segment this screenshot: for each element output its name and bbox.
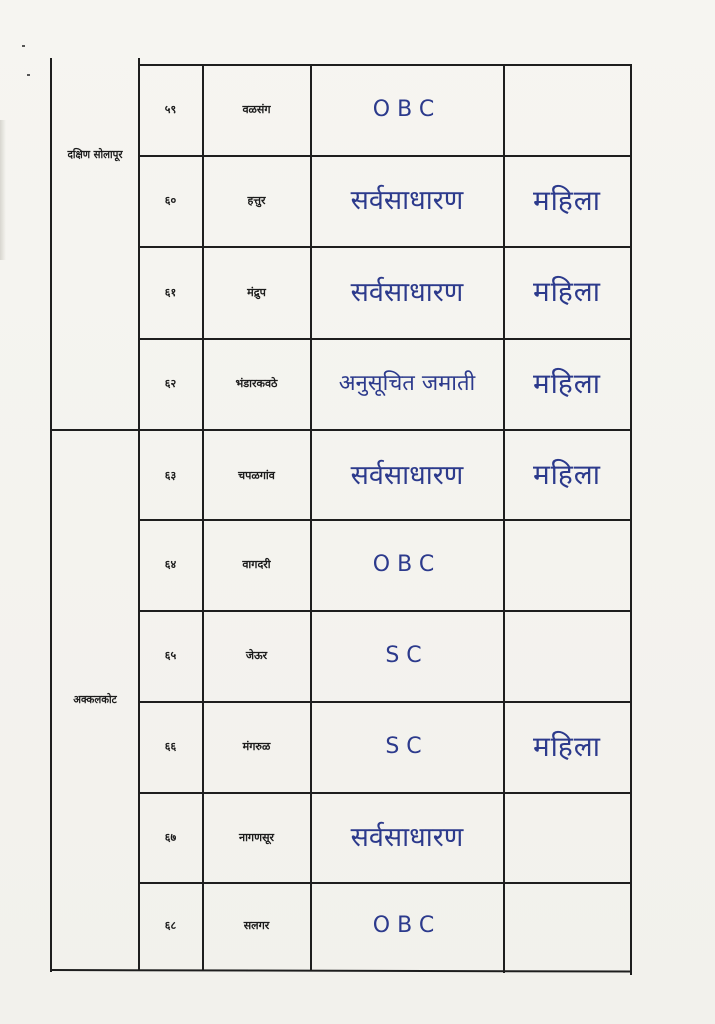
village-name: भंडारकवठे — [235, 377, 278, 390]
category-cell — [311, 792, 503, 882]
serial-number: ५९ — [164, 103, 177, 116]
women-reservation-cell — [504, 882, 630, 969]
village-name: मंद्रुप — [247, 285, 266, 299]
reservation-category: OBC — [372, 912, 442, 938]
scan-speck — [22, 45, 25, 47]
category-cell — [311, 64, 503, 155]
village-cell — [203, 155, 310, 246]
reservation-category: OBC — [372, 551, 442, 577]
table-border-bottom — [50, 969, 632, 972]
women-reservation: महिला — [532, 366, 602, 400]
taluka-name: अक्कलकोट — [73, 693, 117, 707]
taluka-name: दक्षिण सोलापूर — [67, 148, 123, 162]
category-cell — [311, 155, 503, 246]
village-name: मंगरुळ — [242, 740, 271, 753]
category-cell — [311, 338, 503, 429]
village-name: जेऊर — [245, 649, 268, 662]
reservation-category: SC — [385, 733, 429, 759]
category-cell — [311, 519, 503, 610]
serial-number: ६३ — [164, 468, 177, 482]
taluka-group-cell — [52, 64, 138, 246]
women-reservation: महिला — [532, 183, 602, 217]
serial-cell — [139, 792, 202, 882]
village-name: नागणसूर — [238, 830, 275, 844]
reservation-category: सर्वसाधारण — [350, 459, 464, 491]
women-reservation: महिला — [532, 458, 602, 491]
women-reservation-cell — [504, 519, 630, 610]
serial-number: ६२ — [164, 377, 177, 390]
category-cell — [311, 882, 503, 969]
village-cell — [203, 338, 310, 429]
taluka-group-cell — [52, 431, 138, 969]
category-cell — [311, 246, 503, 338]
serial-cell — [139, 431, 202, 519]
women-reservation-cell — [504, 701, 630, 792]
serial-number: ६० — [164, 194, 177, 207]
women-reservation: महिला — [532, 275, 602, 308]
village-cell — [203, 610, 310, 701]
reservation-category: सर्वसाधारण — [350, 821, 464, 853]
village-cell — [203, 246, 310, 338]
reservation-category: सर्वसाधारण — [350, 276, 464, 308]
category-cell — [311, 701, 503, 792]
serial-number: ६६ — [164, 740, 177, 753]
category-cell — [311, 431, 503, 519]
serial-cell — [139, 338, 202, 429]
serial-cell — [139, 155, 202, 246]
reservation-category: सर्वसाधारण — [350, 185, 464, 216]
village-cell — [203, 882, 310, 969]
serial-number: ६७ — [164, 830, 177, 844]
women-reservation-cell — [504, 792, 630, 882]
serial-number: ६५ — [164, 649, 177, 662]
village-cell — [203, 519, 310, 610]
serial-cell — [139, 64, 202, 155]
women-reservation-cell — [504, 246, 630, 338]
reservation-category: SC — [385, 642, 429, 668]
women-reservation-cell — [504, 338, 630, 429]
women-reservation-cell — [504, 64, 630, 155]
village-cell — [203, 792, 310, 882]
village-name: चपळगांव — [238, 468, 275, 482]
reservation-table — [50, 58, 632, 972]
village-name: वागदरी — [242, 558, 271, 571]
village-name: सलगर — [243, 919, 270, 932]
serial-cell — [139, 519, 202, 610]
women-reservation-cell — [504, 431, 630, 519]
reservation-category: अनुसूचित जमाती — [338, 370, 476, 396]
women-reservation-cell — [504, 610, 630, 701]
women-reservation-cell — [504, 155, 630, 246]
serial-cell — [139, 701, 202, 792]
serial-number: ६१ — [164, 285, 177, 299]
women-reservation: महिला — [532, 729, 602, 763]
reservation-category: OBC — [372, 96, 442, 122]
serial-number: ६८ — [164, 919, 177, 932]
serial-number: ६४ — [164, 558, 177, 571]
village-cell — [203, 64, 310, 155]
village-name: वळसंग — [242, 103, 271, 116]
village-name: हत्तुर — [247, 194, 266, 207]
village-cell — [203, 431, 310, 519]
serial-cell — [139, 882, 202, 969]
scan-speck — [27, 74, 30, 76]
page-edge-shadow — [0, 120, 6, 260]
serial-cell — [139, 246, 202, 338]
category-cell — [311, 610, 503, 701]
village-cell — [203, 701, 310, 792]
serial-cell — [139, 610, 202, 701]
